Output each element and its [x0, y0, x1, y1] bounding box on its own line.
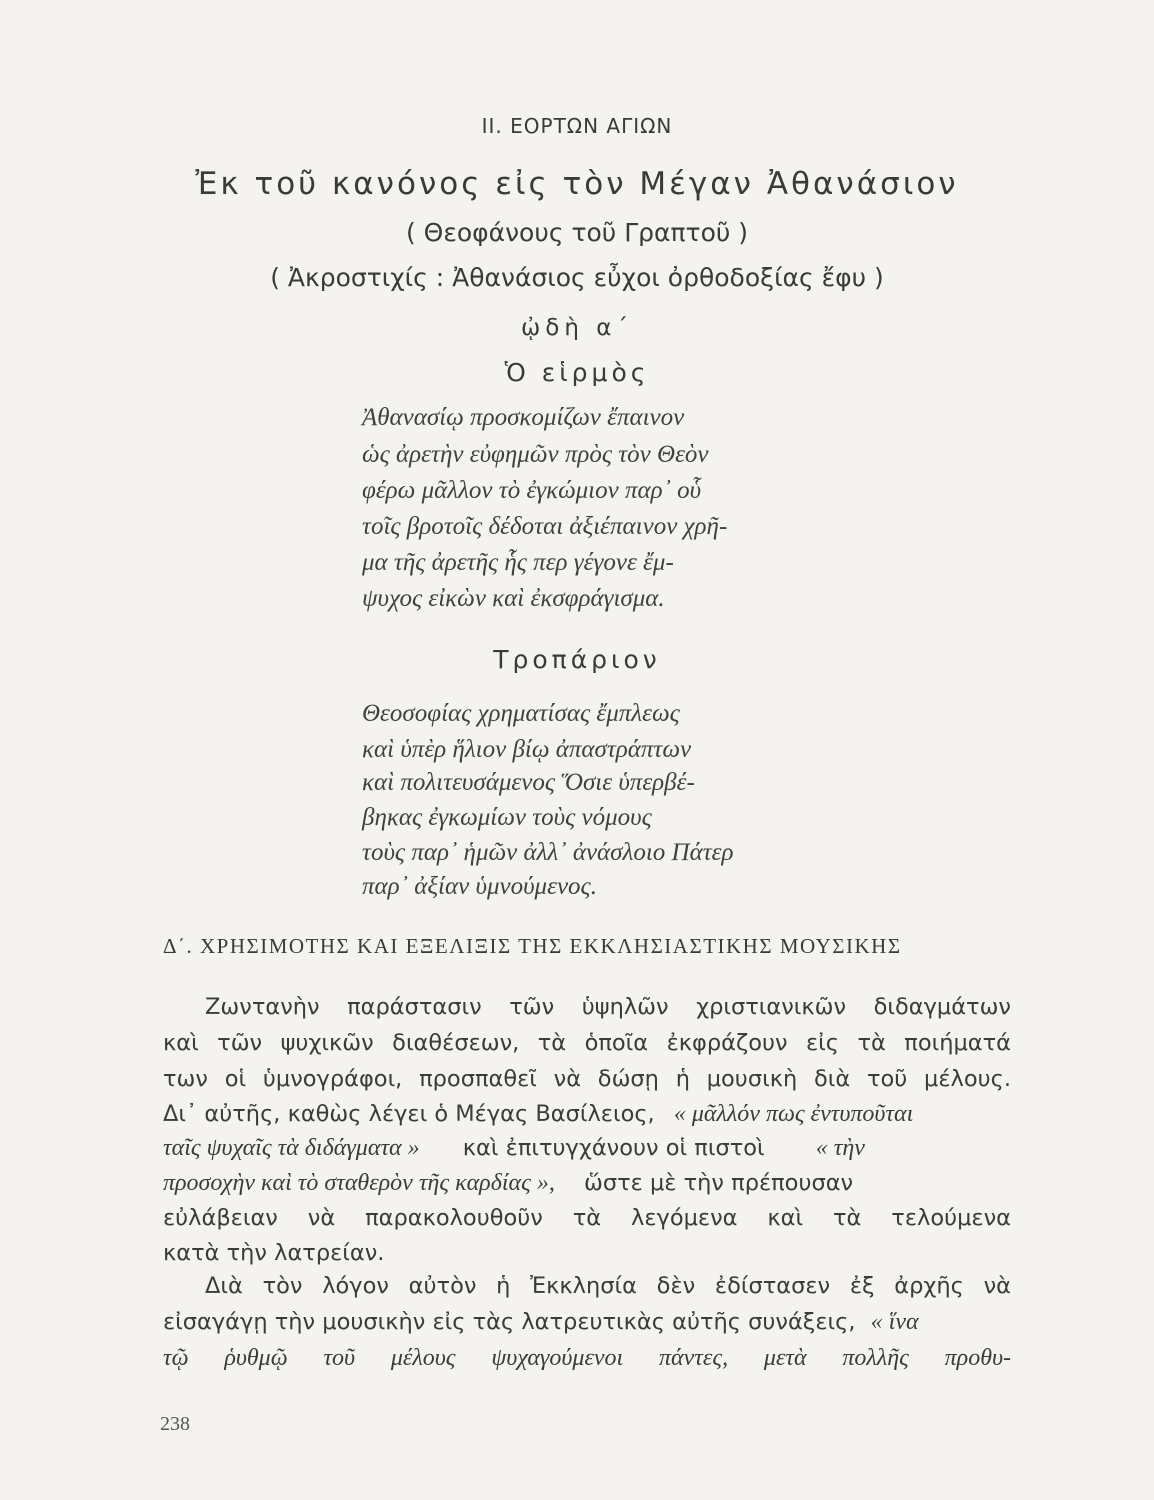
- prose-line: [163, 1135, 1011, 1162]
- ode-label: ᾠδὴ α΄: [521, 315, 633, 341]
- prose-text: ὥστε μὲ τὴν πρέπουσαν: [584, 1170, 854, 1196]
- heirmos-label: Ὁ εἱρμὸς: [504, 358, 650, 387]
- heirmos-line: Ἀθανασίῳ προσκομίζων ἔπαινον: [362, 404, 685, 431]
- troparion-line: βηκας ἐγκωμίων τοὺς νόμους: [362, 804, 652, 831]
- prose-line: καὶ τῶν ψυχικῶν διαθέσεων, τὰ ὁποῖα ἐκφράζουν εἰς τὰ ποιήματά: [163, 1030, 1011, 1056]
- section-header: II. ΕΟΡΤΩΝ ΑΓΙΩΝ: [481, 114, 673, 138]
- canon-title: Ἐκ τοῦ κανόνος εἰς τὸν Μέγαν Ἀθανάσιον: [195, 166, 959, 202]
- heirmos-line: ψυχος εἰκὼν καὶ ἐκσφράγισμα.: [362, 585, 665, 612]
- section-d-heading: Δ΄. ΧΡΗΣΙΜΟΤΗΣ ΚΑΙ ΕΞΕΛΙΞΙΣ ΤΗΣ ΕΚΚΛΗΣΙΑΣΤΙΚΗΣ ΜΟΥΣΙΚΗΣ: [163, 934, 902, 958]
- heirmos-line: ὡς ἀρετὴν εὐφημῶν πρὸς τὸν Θεὸν: [362, 441, 709, 468]
- prose-line: κατὰ τὴν λατρείαν.: [163, 1240, 385, 1266]
- prose-line: [163, 1170, 1011, 1197]
- canon-author: ( Θεοφάνους τοῦ Γραπτοῦ ): [405, 218, 749, 247]
- prose-line: τῷ ῥυθμῷ τοῦ μέλους ψυχαγούμενοι πάντες, μετὰ πολλῆς προθυ-: [163, 1345, 1011, 1371]
- prose-text: Δι᾽ αὐτῆς, καθὼς λέγει ὁ Μέγας Βασίλειος,: [163, 1101, 655, 1127]
- heirmos-line: μα τῆς ἀρετῆς ἧς περ γέγονε ἔμ-: [362, 549, 674, 576]
- troparion-line: καὶ πολιτευσάμενος Ὅσιε ὑπερβέ-: [362, 769, 695, 796]
- troparion-line: καὶ ὑπὲρ ἥλιον βίῳ ἀπαστράπτων: [362, 736, 692, 763]
- page-number: 238: [160, 1413, 190, 1435]
- quotation: « τὴν: [815, 1135, 865, 1161]
- troparion-line: Θεοσοφίας χρηματίσας ἔμπλεως: [362, 700, 680, 727]
- quotation: ταῖς ψυχαῖς τὰ διδάγματα »: [163, 1135, 420, 1161]
- prose-line: Διὰ τὸν λόγον αὐτὸν ἡ Ἐκκλησία δὲν ἐδίστασεν ἐξ ἀρχῆς νὰ: [205, 1273, 1011, 1299]
- troparion-label: Τροπάριον: [493, 645, 661, 674]
- prose-text: καὶ ἐπιτυγχάνουν οἱ πιστοὶ: [462, 1135, 765, 1161]
- prose-text: εἰσαγάγῃ τὴν μουσικὴν εἰς τὰς λατρευτικὰς αὐτῆς συνάξεις,: [163, 1309, 856, 1335]
- canon-acrostic: ( Ἀκροστιχίς : Ἀθανάσιος εὖχοι ὀρθοδοξίας ἔφυ ): [270, 263, 884, 292]
- prose-line: των οἱ ὑμνογράφοι, προσπαθεῖ νὰ δώσῃ ἡ μουσικὴ διὰ τοῦ μέλους.: [163, 1066, 1011, 1092]
- prose-line: [163, 1309, 1011, 1336]
- troparion-line: τοὺς παρ᾽ ἡμῶν ἀλλ᾽ ἀνάσλοιο Πάτερ: [362, 839, 734, 866]
- heirmos-line: τοῖς βροτοῖς δέδοται ἀξιέπαινον χρῆ-: [362, 513, 728, 540]
- heirmos-line: φέρω μᾶλλον τὸ ἐγκώμιον παρ᾽ οὗ: [362, 477, 702, 504]
- quotation: προσοχὴν καὶ τὸ σταθερὸν τῆς καρδίας »,: [163, 1170, 555, 1196]
- quotation: « μᾶλλόν πως ἐντυποῦται: [673, 1101, 914, 1127]
- quotation: « ἵνα: [870, 1309, 919, 1335]
- troparion-line: παρ᾽ ἀξίαν ὑμνούμενος.: [362, 873, 597, 900]
- prose-line: εὐλάβειαν νὰ παρακολουθοῦν τὰ λεγόμενα καὶ τὰ τελούμενα: [163, 1205, 1011, 1231]
- prose-line: [163, 1101, 1011, 1128]
- prose-line: Ζωντανὴν παράστασιν τῶν ὑψηλῶν χριστιανικῶν διδαγμάτων: [205, 994, 1011, 1020]
